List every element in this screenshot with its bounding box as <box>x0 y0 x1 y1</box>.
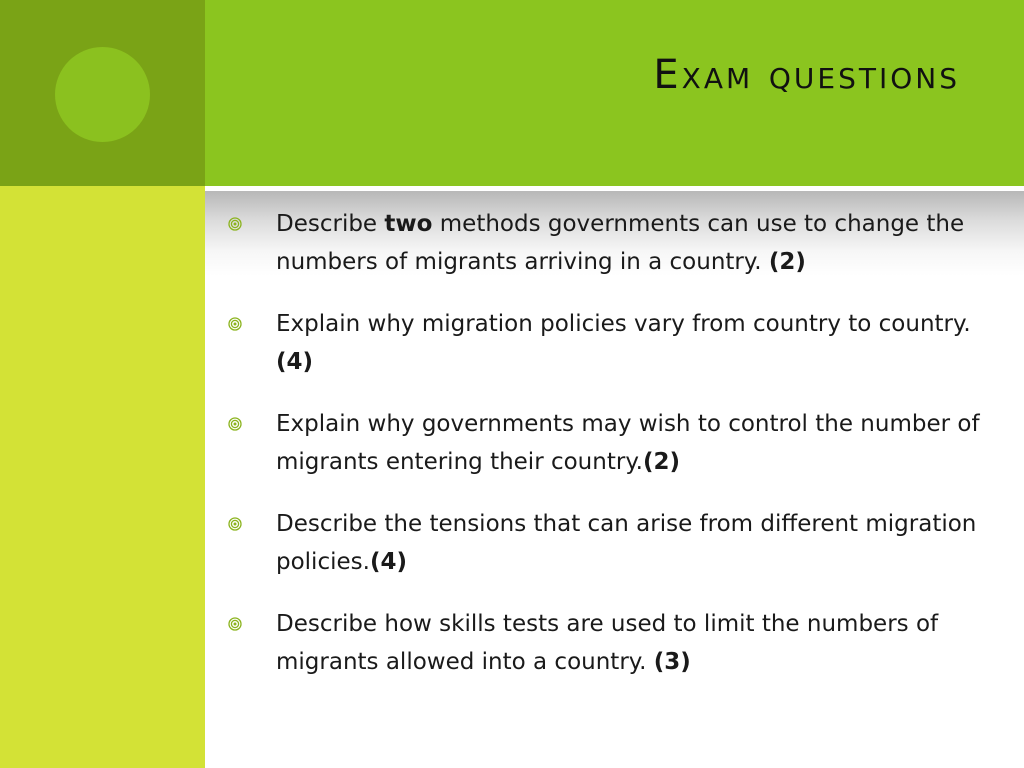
question-text: Describe <box>276 211 385 237</box>
concentric-circle-bullet-icon <box>228 317 242 331</box>
decorative-circle <box>55 47 150 142</box>
concentric-circle-bullet-icon <box>228 417 242 431</box>
question-text: Describe how skills tests are used to limit the numbers of migrants allowed into a country. <box>276 611 939 675</box>
left-sidebar-bar <box>0 186 205 768</box>
concentric-circle-bullet-icon <box>228 517 242 531</box>
concentric-circle-bullet-icon <box>228 617 242 631</box>
marks-label: (2) <box>642 449 680 475</box>
question-text: Explain why governments may wish to control the number of migrants entering their country. <box>276 411 980 475</box>
marks-label: (4) <box>369 549 407 575</box>
marks-label: (4) <box>276 349 314 375</box>
question-list <box>228 205 988 705</box>
slide-title: Exam questions <box>653 52 960 98</box>
question-item <box>228 205 988 281</box>
concentric-circle-bullet-icon <box>228 217 242 231</box>
question-item <box>228 405 988 481</box>
emphasis-word: two <box>384 211 433 237</box>
question-item <box>228 605 988 681</box>
question-item <box>228 305 988 381</box>
question-text-continued: methods governments can use to change the numbers of migrants arriving in a country. <box>276 211 965 275</box>
marks-label: (3) <box>653 649 691 675</box>
marks-label: (2) <box>768 249 806 275</box>
question-text: Describe the tensions that can arise from different migration policies. <box>276 511 977 575</box>
question-item <box>228 505 988 581</box>
question-text: Explain why migration policies vary from country to country. <box>276 311 971 337</box>
